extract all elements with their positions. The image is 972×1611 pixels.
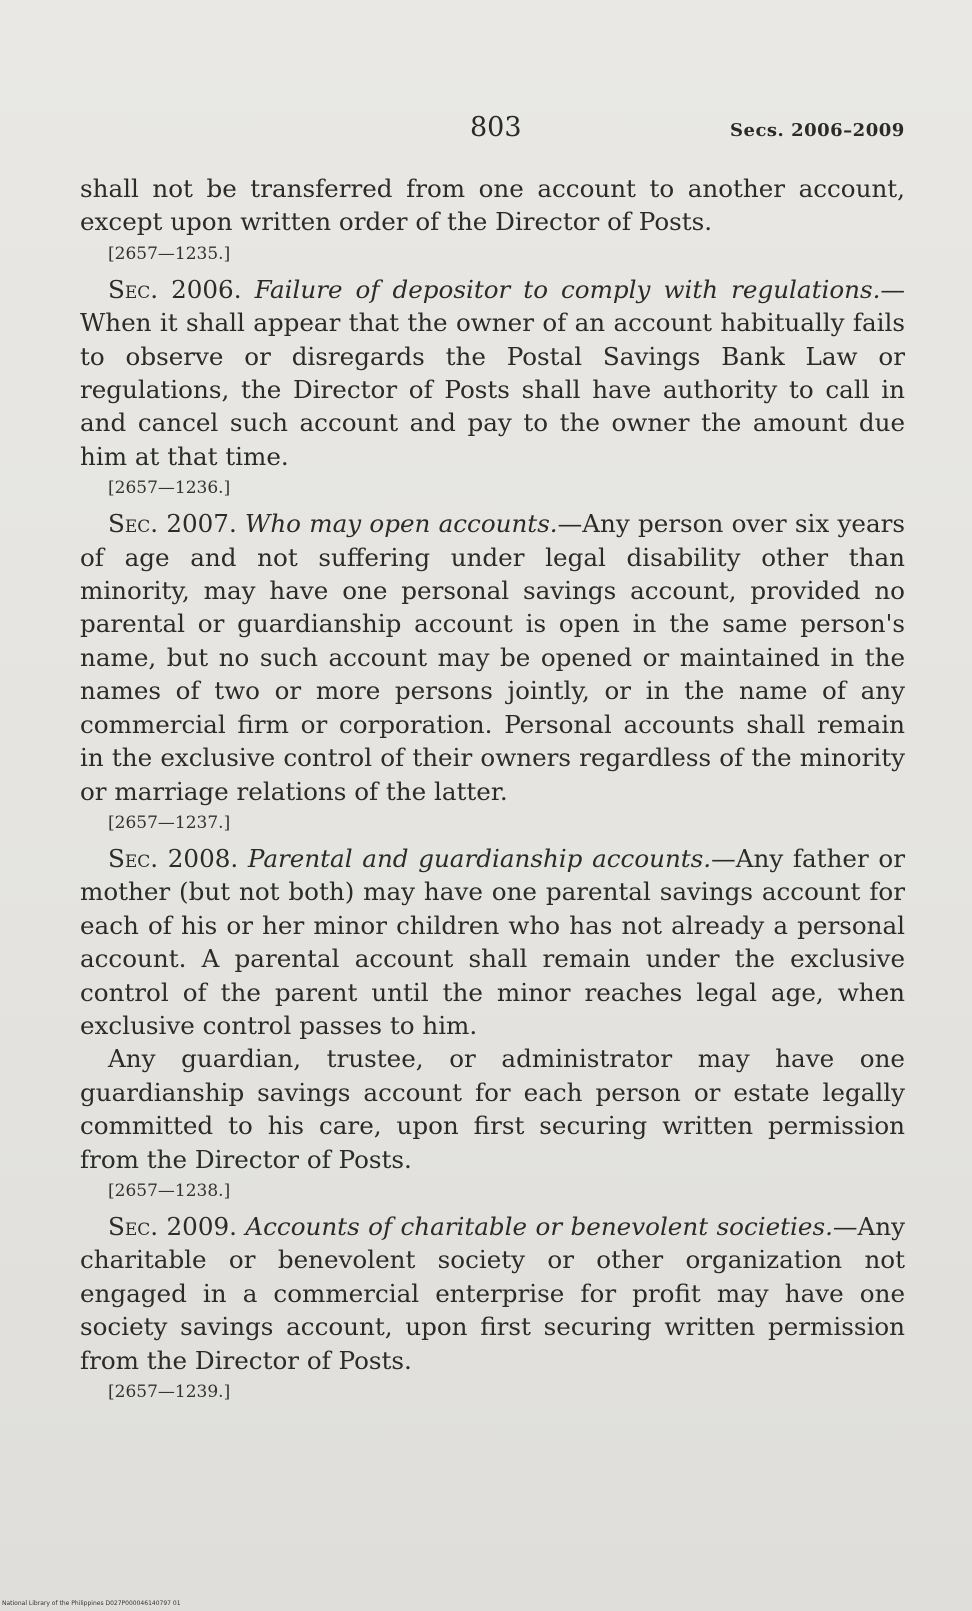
section-2006 [80,273,905,473]
section-number: Sec. 2009. [108,1211,237,1241]
page-header [0,112,972,152]
section-title: Accounts of charitable or benevolent societies. [245,1211,833,1241]
section-text: —When it shall appear that the owner of an account habitually fails to observe or disregards the Postal Savings Bank Law or regulations, the Director of Posts shall have authority to call in and cancel such account and pay to the owner the amount due him at that time. [80,274,905,471]
section-title: Failure of depositor to comply with regulations. [254,274,881,304]
page-number: 803 [470,112,522,143]
section-text: —Any charitable or benevolent society or other organization not engaged in a commercial enterprise for profit may have one society savings account, upon first securing written permission from the Director of Posts. [80,1211,905,1375]
section-2008-paragraph-2: Any guardian, trustee, or administrator may have one guardianship savings account for each person or estate legally committed to his care, upon first securing written permission from the Director of Posts. [80,1044,905,1174]
scan-footer: National Library of the Philippines D027P000046140797 01 [2,1600,181,1607]
citation: [2657—1239.] [108,1382,231,1402]
citation: [2657—1236.] [108,478,231,499]
paragraph-continuation: shall not be transferred from one account to another account, except upon written order of the Director of Posts. [80,174,905,237]
running-head: Secs. 2006–2009 [730,120,905,141]
section-2008 [80,842,905,1042]
document-body [80,172,905,1411]
section-text: —Any person over six years of age and not suffering under legal disability other than minority, may have one personal savings account, provided no parental or guardianship account is open in the same person's name, but no such account may be opened or maintained in the names of two or more persons jointly, or in the name of any commercial firm or corporation. Personal accounts shall remain in the exclusive control of their owners regardless of the minority or marriage relations of the latter. [80,509,905,806]
section-title: Parental and guardianship accounts. [247,843,712,873]
citation: [2657—1237.] [108,812,231,833]
citation: [2657—1238.] [108,1180,231,1201]
section-number: Sec. 2008. [108,843,239,873]
section-text: —Any father or mother (but not both) may have one parental savings account for each of his or her minor children who has not already a personal account. A parental account shall remain under the exclusive control of the parent until the minor reaches legal age, when exclusive control passes to him. [80,843,905,1040]
section-number: Sec. 2006. [108,274,242,304]
section-number: Sec. 2007. [108,509,237,539]
section-2009 [80,1210,905,1377]
section-title: Who may open accounts. [245,509,558,539]
citation: [2657—1235.] [108,243,231,264]
section-2007 [80,507,905,808]
